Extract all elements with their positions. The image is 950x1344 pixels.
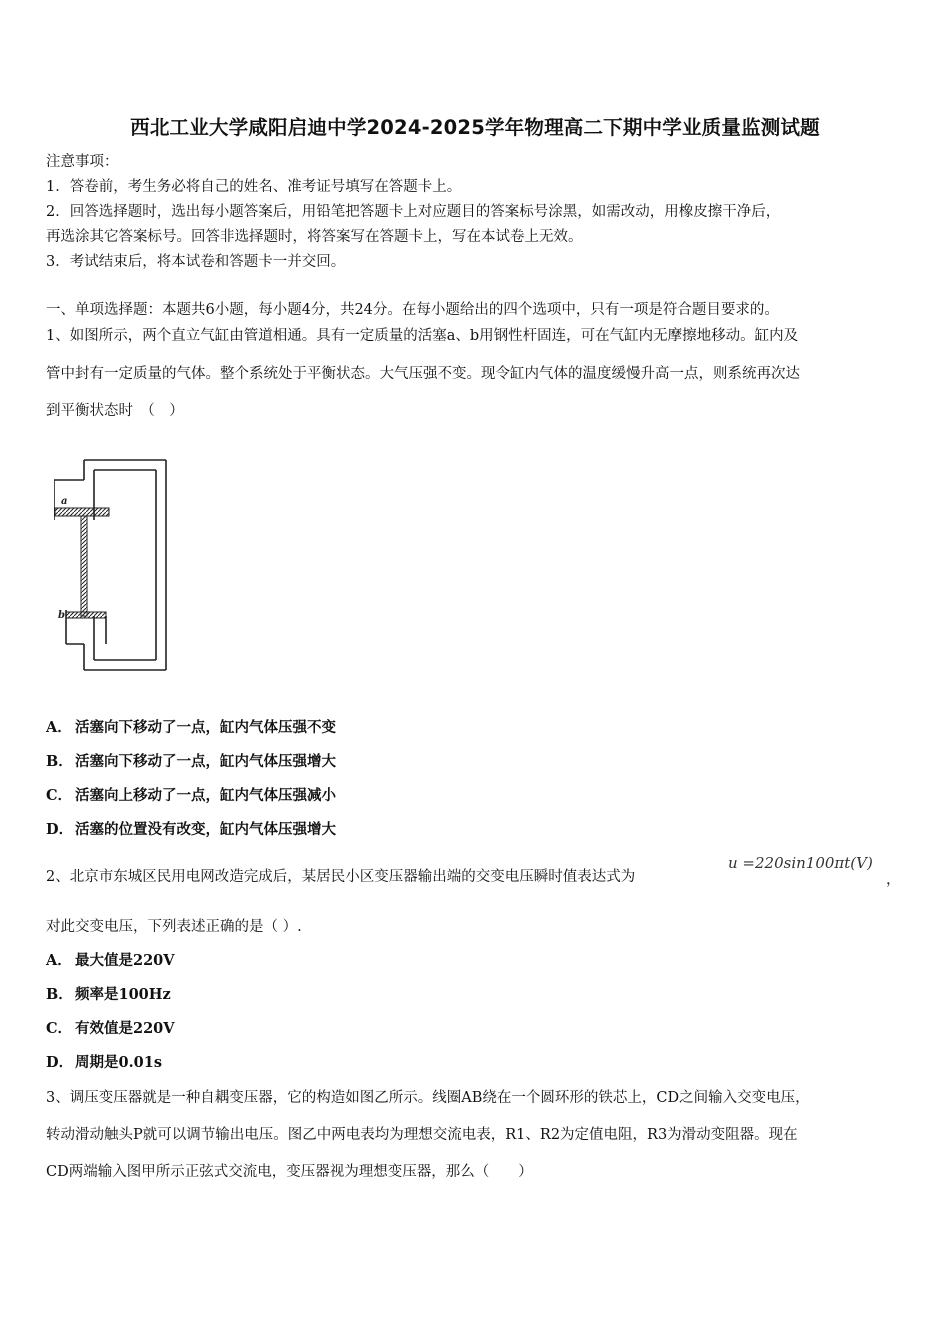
notice-item: 3．考试结束后，将本试卷和答题卡一并交回。 — [46, 254, 346, 270]
notice-item: 2．回答选择题时，选出每小题答案后，用铅笔把答题卡上对应题目的答案标号涂黑，如需改动，用橡皮擦干净后， — [46, 204, 781, 220]
notice-item: 再选涂其它答案标号。回答非选择题时，将答案写在答题卡上，写在本试卷上无效。 — [46, 229, 583, 245]
piston-a — [55, 508, 109, 516]
piston-b — [66, 612, 106, 618]
label-a: a — [61, 496, 68, 507]
q1-option: C． 活塞向上移动了一点，缸内气体压强减小 — [46, 787, 336, 804]
q1-stem: 管中封有一定质量的气体。整个系统处于平衡状态。大气压强不变。现令缸内气体的温度缓慢升高一点，则系统再次达 — [46, 366, 800, 382]
q3-stem: 转动滑动触头P就可以调节输出电压。图乙中两电表均为理想交流电表，R1、R2为定值电阻，R3为滑动变阻器。现在 — [46, 1127, 798, 1143]
q1-option: A． 活塞向下移动了一点，缸内气体压强不变 — [46, 719, 336, 736]
q2-option: D． 周期是0.01s — [46, 1054, 162, 1071]
q1-option: D． 活塞的位置没有改变，缸内气体压强增大 — [46, 821, 336, 838]
label-b: b — [58, 610, 65, 621]
connecting-rod — [81, 516, 87, 616]
q2-option: A． 最大值是220V — [46, 952, 175, 969]
q1-option: B． 活塞向下移动了一点，缸内气体压强增大 — [46, 753, 336, 770]
q1-stem: 到平衡状态时 （ ） — [46, 403, 184, 419]
notice-item: 1．答卷前，考生务必将自己的姓名、准考证号填写在答题卡上。 — [46, 179, 462, 195]
q2-option: B． 频率是100Hz — [46, 986, 171, 1003]
q2-stem: 对此交变电压，下列表述正确的是（ ）. — [46, 919, 302, 935]
section-heading: 一、单项选择题：本题共6小题，每小题4分，共24分。在每小题给出的四个选项中，只有一项是符合题目要求的。 — [46, 302, 779, 318]
q3-stem: 3、调压变压器就是一种自耦变压器，它的构造如图乙所示。线圈AB绕在一个圆环形的铁芯上，CD之间输入交变电压， — [46, 1090, 810, 1106]
q1-stem: 1、如图所示，两个直立气缸由管道相通。具有一定质量的活塞a、b用钢性杆固连，可在气缸内无摩擦地移动。缸内及 — [46, 328, 799, 344]
page-title: 西北工业大学咸阳启迪中学2024-2025学年物理高二下期中学业质量监测试题 — [130, 116, 820, 139]
q2-formula: u =220sin100πt(V) — [728, 854, 873, 872]
q2-stem: 2、北京市东城区民用电网改造完成后，某居民小区变压器输出端的交变电压瞬时值表达式为 — [46, 869, 636, 885]
q2-option: C． 有效值是220V — [46, 1020, 175, 1037]
cylinder-figure — [54, 456, 174, 678]
notice-heading: 注意事项： — [46, 154, 119, 170]
q3-stem: CD两端输入图甲所示正弦式交流电，变压器视为理想变压器，那么（ ） — [46, 1164, 533, 1180]
q2-comma: ， — [886, 872, 901, 888]
